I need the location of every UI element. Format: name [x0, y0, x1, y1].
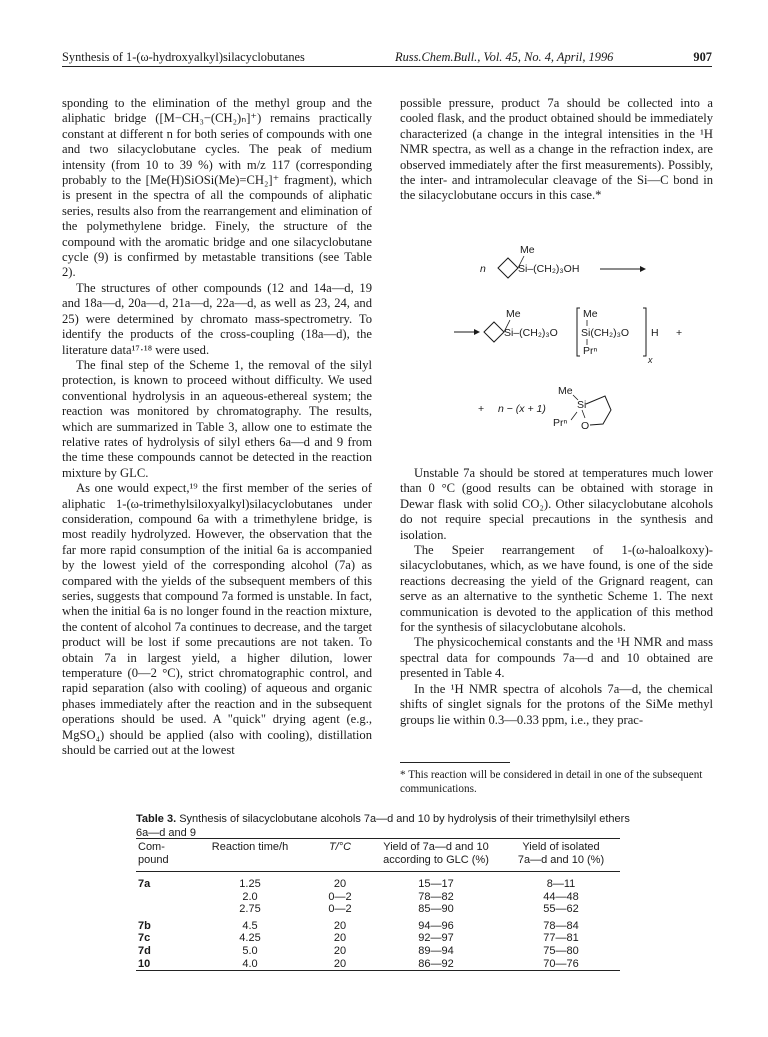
col-header-temp: T/°C — [328, 841, 352, 853]
scheme-me-3: Me — [583, 308, 598, 320]
paragraph: The Speier rearrangement of 1-(ω-haloalkoxy)-silacyclobutanes, which, as we have found, is one of the side reactions decreasing the yield of the Grignard reagent, can serve as an alternative to the synthetic Scheme 1. The next communication is devoted to the application of this method for the synthesis of silacyclobutane alcohols. — [400, 543, 713, 635]
table-row — [136, 903, 620, 916]
col-header-time: Reaction time/h — [211, 841, 289, 853]
scheme-me-1: Me — [520, 244, 535, 256]
scheme-prn-2: Prⁿ — [553, 417, 568, 429]
cell-yield-isolated: 8—11 — [546, 878, 576, 890]
cell-yield-isolated: 77—81 — [543, 932, 579, 945]
cell-compound: 10 — [138, 957, 151, 970]
paragraph: The final step of the Scheme 1, the removal of the silyl protection, is known to proceed without difficulty. We used conventional hydrolysis in an aqueous-ethereal system; the reaction was monitored by chromatography. The results, which are summarized in Table 3, allow one to estimate the relative rates of hydrolysis of silyl ethers 6a—d and 9 from the time these compounds cannot be detected in the reaction mixture by GLC. — [62, 357, 372, 480]
table-caption — [136, 812, 636, 840]
cell-yield-isolated: 70—76 — [543, 957, 579, 970]
cell-yield-isolated: 78—84 — [543, 919, 579, 932]
scheme-plus-1: + — [676, 327, 683, 339]
scheme-chain-2: Si–(CH₂)₃O — [504, 327, 558, 339]
scheme-me-4: Me — [558, 385, 573, 397]
cell-temp: 20 — [333, 919, 347, 932]
col-header-compound: Com- pound — [138, 841, 169, 866]
col-header-yield-isolated: Yield of isolated 7a—d and 10 (%) — [517, 841, 605, 866]
right-column-top — [400, 96, 713, 204]
cell-temp: 0—2 — [328, 903, 352, 916]
table-header-row — [136, 839, 620, 872]
cell-compound — [136, 903, 190, 916]
table-3 — [136, 838, 620, 971]
paragraph: In the ¹H NMR spectra of alcohols 7a—d, the chemical shifts of singlet signals for the protons of the SiMe methyl groups lie within 0.3—0.33 ppm, i.e., they prac- — [400, 681, 713, 727]
table-row — [136, 872, 620, 891]
cell-yield-glc: 94—96 — [418, 919, 454, 932]
cell-temp: 0—2 — [328, 890, 352, 903]
cell-yield-glc: 86—92 — [418, 957, 454, 970]
cell-temp: 20 — [333, 878, 347, 890]
paragraph: The physicochemical constants and the ¹H NMR and mass spectral data for compounds 7a—d and 10 obtained are presented in Table 4. — [400, 635, 713, 681]
paragraph: Unstable 7a should be stored at temperatures much lower than 0 °C (good results can be obtained with storage in Dewar flask with solid CO₂). Other silacyclobutane alcohols do not require special precautions in the synthesis and isolation. — [400, 466, 713, 542]
table-row — [136, 891, 620, 904]
running-header — [62, 50, 712, 67]
cell-yield-isolated: 44—48 — [543, 890, 579, 903]
cell-temp: 20 — [333, 932, 347, 945]
table-caption-text: Synthesis of silacyclobutane alcohols 7a—d and 10 by hydrolysis of their trimethylsilyl ethers 6a—d and 9 — [136, 813, 630, 839]
table-row — [136, 958, 620, 971]
running-title: Synthesis of 1-(ω-hydroxyalkyl)silacyclobutanes — [62, 50, 305, 64]
scheme-chain-3: Si(CH₂)₃O — [581, 327, 630, 339]
cell-yield-glc: 85—90 — [418, 903, 454, 916]
table-row — [136, 945, 620, 958]
cell-time: 2.0 — [242, 890, 258, 903]
cell-time: 1.25 — [239, 878, 261, 890]
col-header-yield-glc: Yield of 7a—d and 10 according to GLC (%) — [383, 841, 489, 866]
journal-citation: Russ.Chem.Bull., Vol. 45, No. 4, April, 1996 — [395, 50, 614, 64]
cell-time: 4.0 — [242, 957, 258, 970]
reaction-scheme — [400, 232, 713, 452]
cell-yield-glc: 89—94 — [418, 944, 454, 957]
cell-temp: 20 — [333, 957, 347, 970]
cell-yield-glc: 78—82 — [418, 890, 454, 903]
cell-compound: 7d — [138, 944, 151, 957]
cell-time: 4.5 — [242, 919, 258, 932]
cell-compound: 7a — [138, 878, 151, 890]
cell-time: 5.0 — [242, 944, 258, 957]
scheme-n: n — [480, 263, 486, 275]
silacyclobutane-ring — [498, 258, 518, 278]
scheme-plus-2: + — [478, 403, 485, 415]
table-caption-label: Table 3. — [136, 813, 177, 825]
scheme-o-4: O — [581, 420, 590, 432]
paragraph: As one would expect,¹⁹ the first member of the series of aliphatic 1-(ω-trimethylsiloxyalkyl)silacyclobutanes under consideration, compound 6a with a trimethylene bridge, is most readily hydrolyzed. However, the observation that the far more rapid consumption of the initial 6a is accompanied by the lowest yield of the corresponding alcohol (7a) as compared with the yields of the subsequent members of this series, suggests that compound 7a formed is unstable. In fact, when the initial 6a is no longer found in the reaction mixture, the content of alcohol 7a continues to decrease, and the target product will be lost if some precautions are not taken. To obtain 7a in largest yield, a higher dilution, lower temperature (0—2 °C), strict chromatographic control, and rapid separation (also with cooling) of aqueous and organic phases immediately after the reaction and in the subsequent operations should be used. A "quick" drying agent (e.g., MgSO₄) should be applied (also with cooling), distillation should be carried out at the lowest — [62, 481, 372, 758]
silacyclobutane-ring — [484, 322, 504, 342]
cell-yield-isolated: 55—62 — [543, 903, 579, 916]
left-column — [62, 96, 372, 758]
paragraph: The structures of other compounds (12 and 14a—d, 19 and 18a—d, 20a—d, 21a—d, 22a—d, as well as 23, 24, and 25) were determined by chromato mass-spectrometry. To identify the products of the cross-coupling (18a—d), the literature data¹⁷·¹⁸ were used. — [62, 280, 372, 357]
cell-compound: 7b — [138, 919, 151, 932]
cell-temp: 20 — [333, 944, 347, 957]
cell-yield-glc: 15—17 — [418, 878, 454, 890]
scheme-x: x — [648, 355, 653, 365]
cell-yield-isolated: 75—80 — [543, 944, 579, 957]
scheme-h: H — [651, 327, 659, 339]
cell-time: 2.75 — [239, 903, 261, 916]
footnote-rule — [400, 762, 510, 763]
scheme-prn-1: Prⁿ — [583, 345, 598, 357]
cell-compound: 7c — [138, 932, 151, 945]
table-row — [136, 932, 620, 945]
scheme-me-2: Me — [506, 308, 521, 320]
right-column-bottom — [400, 466, 713, 728]
table-row — [136, 916, 620, 933]
scheme-chain-1: Si–(CH₂)₃OH — [518, 263, 580, 275]
cell-time: 4.25 — [239, 932, 261, 945]
paragraph: sponding to the elimination of the methyl group and the aliphatic bridge ([M−CH₃−(CH₂)ₙ]⁺) remains practically constant at different n for both series of compounds with one and two silacyclobutane cycles. The peak of medium intensity (from 10 to 39 %) with m/z 117 (corresponding probably to the [Me(H)SiOSi(Me)=CH₂]⁺ fragment), which is present in the spectra of all the compounds of aliphatic series, results also from the rearrangement and elimination of the polymethylene bridge. Finely, the structure of the compound with the aromatic bridge and one silacyclobutane cycle (9) is confirmed by metastable transitions (see Table 2). — [62, 96, 372, 280]
scheme-coefficient: n − (x + 1) — [498, 403, 546, 415]
cell-yield-glc: 92—97 — [418, 932, 454, 945]
page-number: 907 — [693, 50, 712, 64]
paragraph: possible pressure, product 7a should be collected into a cooled flask, and the product obtained should be immediately characterized (a change in the integral intensities in the ¹H NMR spectra, as well as a change in the refraction index, are observed immediately after the first measurements). Possibly, the inter- and intramolecular cleavage of the Si—C bond in the silacyclobutane occurs in this case.* — [400, 96, 713, 203]
footnote: * This reaction will be considered in detail in one of the subsequent communications. — [400, 769, 703, 795]
cell-compound — [136, 891, 190, 904]
scheme-si-4: Si — [577, 399, 587, 411]
oxasilacycle-ring — [586, 396, 611, 425]
